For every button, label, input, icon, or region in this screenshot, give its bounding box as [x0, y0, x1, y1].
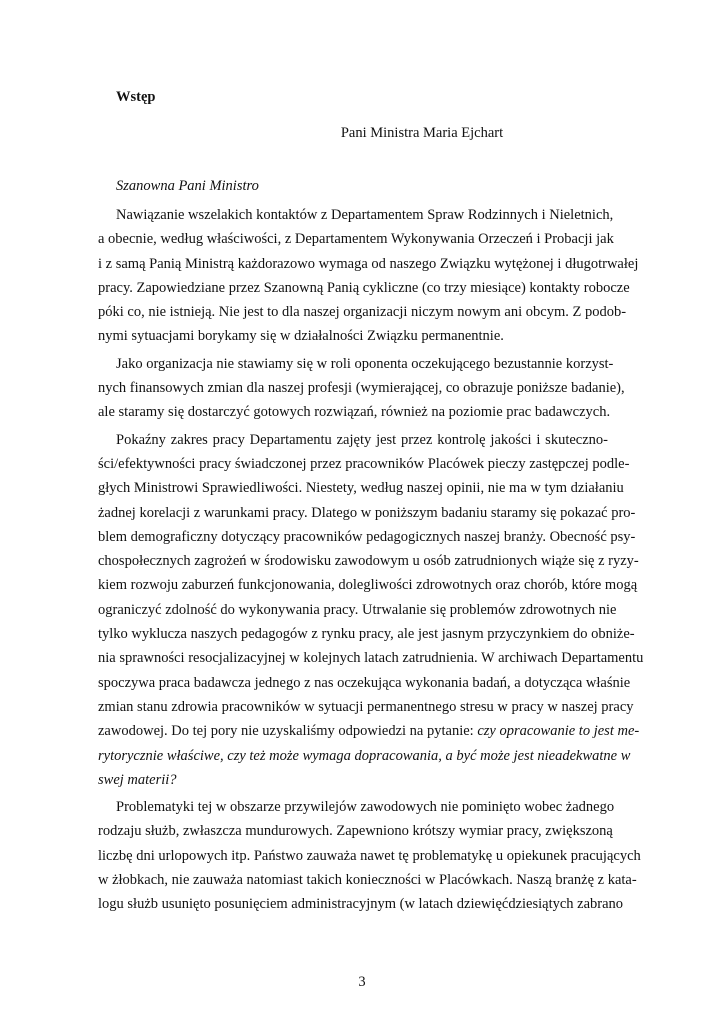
paragraph-line: Nawiązanie wszelakich kontaktów z Departamentem Spraw Rodzinnych i Nieletnich, [116, 207, 614, 223]
paragraph-line: ści/efektywności pracy świadczonej przez pracowników Placówek pieczy zastępczej podle- [98, 455, 630, 472]
question-text: rytorycznie właściwe, czy też może wymaga dopracowania, a być może jest nieadekwatne w [98, 747, 631, 764]
paragraph-line: głych Ministrowi Sprawiedliwości. Niestety, według naszej opinii, nie ma w tym działaniu [98, 480, 624, 497]
paragraph-line: żadnej korelacji z warunkami pracy. Dlatego w poniższym badaniu staramy się pokazać pro- [98, 504, 636, 521]
paragraph-line: logu służb usunięto posunięciem administracyjnym (w latach dziewięćdziesiątych zabrano [98, 896, 624, 913]
paragraph-line: a obecnie, według właściwości, z Departamentem Wykonywania Orzeczeń i Probacji jak [98, 231, 614, 248]
paragraph-line: w żłobkach, nie zauważa natomiast takich konieczności w Placówkach. Naszą branżę z kata- [98, 872, 637, 889]
paragraph-line-with-question [98, 719, 640, 743]
recipient-line: Pani Ministra Maria Ejchart [340, 125, 504, 141]
paragraph-line: ale staramy się dostarczyć gotowych rozwiązań, również na poziomie prac badawczych. [98, 404, 611, 421]
paragraph-line: póki co, nie istnieją. Nie jest to dla naszej organizacji niczym nowym ani obcym. Z podob- [98, 304, 627, 321]
letter-body [98, 203, 644, 920]
paragraph-line: spoczywa praca badawcza jednego z nas oczekująca wykonania badań, a dotycząca właśnie [98, 674, 631, 691]
paragraph-line: i z samą Panią Ministrą każdorazowo wymaga od naszego Związku wytężonej i długotrwałej [98, 255, 639, 272]
paragraph-line: tylko wyklucza naszych pedagogów z rynku pracy, ale jest jasnym przyczynkiem do obniże- [98, 626, 635, 643]
salutation: Szanowna Pani Ministro [116, 178, 259, 194]
paragraph-1 [98, 203, 639, 349]
paragraph-2 [98, 352, 625, 425]
paragraph-3 [98, 428, 644, 792]
paragraph-line: liczbę dni urlopowych itp. Państwo zauważa nawet tę problematykę u opiekunek pracujących [98, 847, 641, 864]
question-text: czy opracowanie to jest me- [477, 723, 640, 740]
paragraph-line: pracy. Zapowiedziane przez Szanowną Panią cykliczne (co trzy miesiące) kontakty robocze [98, 279, 630, 296]
paragraph-line: ograniczyć zdolność do wykonywania pracy. Utrwalanie się problemów zdrowotnych nie [98, 601, 617, 618]
paragraph-line: chospołecznych zagrożeń w środowisku zawodowym u osób zatrudnionych wiąże się z ryzy- [98, 553, 639, 570]
paragraph-line: kiem rozwoju zaburzeń funkcjonowania, dolegliwości zdrowotnych oraz chorób, które mogą [98, 577, 638, 594]
paragraph-4 [98, 795, 641, 916]
paragraph-line: zmian stanu zdrowia pracowników w sytuacji permanentnego stresu w pracy w naszej pracy [98, 698, 634, 715]
paragraph-line: blem demograficzny dotyczący pracowników pedagogicznych naszej branży. Obecność psy- [98, 528, 636, 545]
paragraph-line: Problematyki tej w obszarze przywilejów zawodowych nie pominięto wobec żadnego [116, 799, 615, 816]
paragraph-line: Jako organizacja nie stawiamy się w roli oponenta oczekującego bezustannie korzyst- [116, 355, 614, 372]
paragraph-line: nymi sytuacjami borykamy się w działalności Związku permanentnie. [98, 328, 504, 345]
question-text: swej materii? [98, 771, 177, 788]
paragraph-line: Pokaźny zakres pracy Departamentu zajęty jest przez kontrolę jakości i skuteczno- [116, 431, 608, 448]
paragraph-line: nia sprawności resocjalizacyjnej w kolejnych latach zatrudnienia. W archiwach Departamentu [98, 650, 644, 667]
question-intro: zawodowej. Do tej pory nie uzyskaliśmy odpowiedzi na pytanie: [98, 723, 478, 740]
paragraph-line: rodzaju służb, zwłaszcza mundurowych. Zapewniono krótszy wymiar pracy, zwiększoną [98, 823, 613, 840]
section-heading: Wstęp [116, 89, 156, 105]
paragraph-line: nych finansowych zmian dla naszej profesji (wymierającej, co obrazuje poniższe badanie), [98, 380, 625, 397]
page-number: 3 [358, 974, 366, 990]
